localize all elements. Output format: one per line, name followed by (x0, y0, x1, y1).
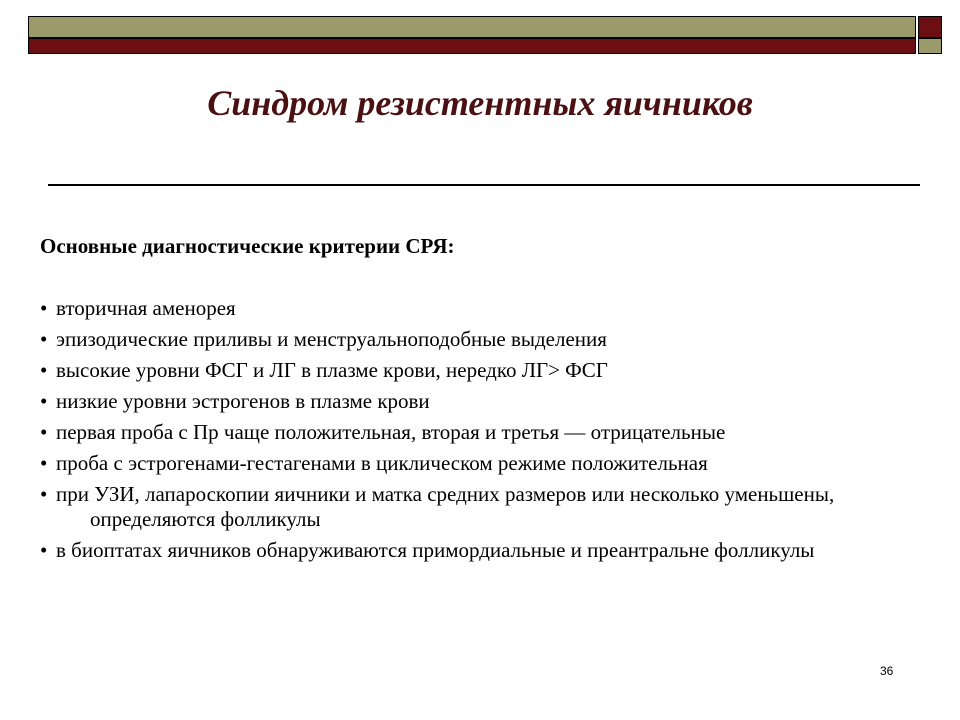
corner-olive-square (918, 38, 942, 54)
criteria-list (40, 296, 920, 569)
top-maroon-band (28, 38, 916, 54)
list-item (40, 482, 920, 532)
list-item (40, 420, 920, 445)
title-divider (48, 184, 920, 186)
bullet-icon: • (40, 538, 48, 562)
criteria-heading: Основные диагностические критерии СРЯ: (40, 234, 455, 258)
list-item (40, 389, 920, 414)
list-item-text: высокие уровни ФСГ и ЛГ в плазме крови, нередко ЛГ> ФСГ (56, 358, 608, 382)
top-olive-band (28, 16, 916, 38)
list-item (40, 358, 920, 383)
list-item (40, 451, 920, 476)
bullet-icon: • (40, 327, 48, 351)
list-item-text: при УЗИ, лапароскопии яичники и матка средних размеров или несколько уменьшены, определяются фолликулы (56, 482, 835, 531)
list-item (40, 538, 920, 563)
list-item-text: низкие уровни эстрогенов в плазме крови (56, 389, 430, 413)
corner-maroon-square (918, 16, 942, 38)
list-item-text: в биоптатах яичников обнаруживаются примордиальные и преантральне фолликулы (56, 538, 815, 562)
bullet-icon: • (40, 420, 48, 444)
bullet-icon: • (40, 389, 48, 413)
list-item-text: эпизодические приливы и менструальноподобные выделения (56, 327, 607, 351)
list-item-text: вторичная аменорея (56, 296, 236, 320)
bullet-icon: • (40, 482, 48, 506)
list-item-text: проба с эстрогенами-гестагенами в циклическом режиме положительная (56, 451, 708, 475)
bullet-icon: • (40, 358, 48, 382)
list-item-text: первая проба с Пр чаще положительная, вторая и третья — отрицательные (56, 420, 726, 444)
bullet-icon: • (40, 296, 48, 320)
list-item (40, 296, 920, 321)
list-item (40, 327, 920, 352)
bullet-icon: • (40, 451, 48, 475)
slide-title: Синдром резистентных яичников (207, 83, 753, 123)
page-number: 36 (880, 664, 894, 678)
